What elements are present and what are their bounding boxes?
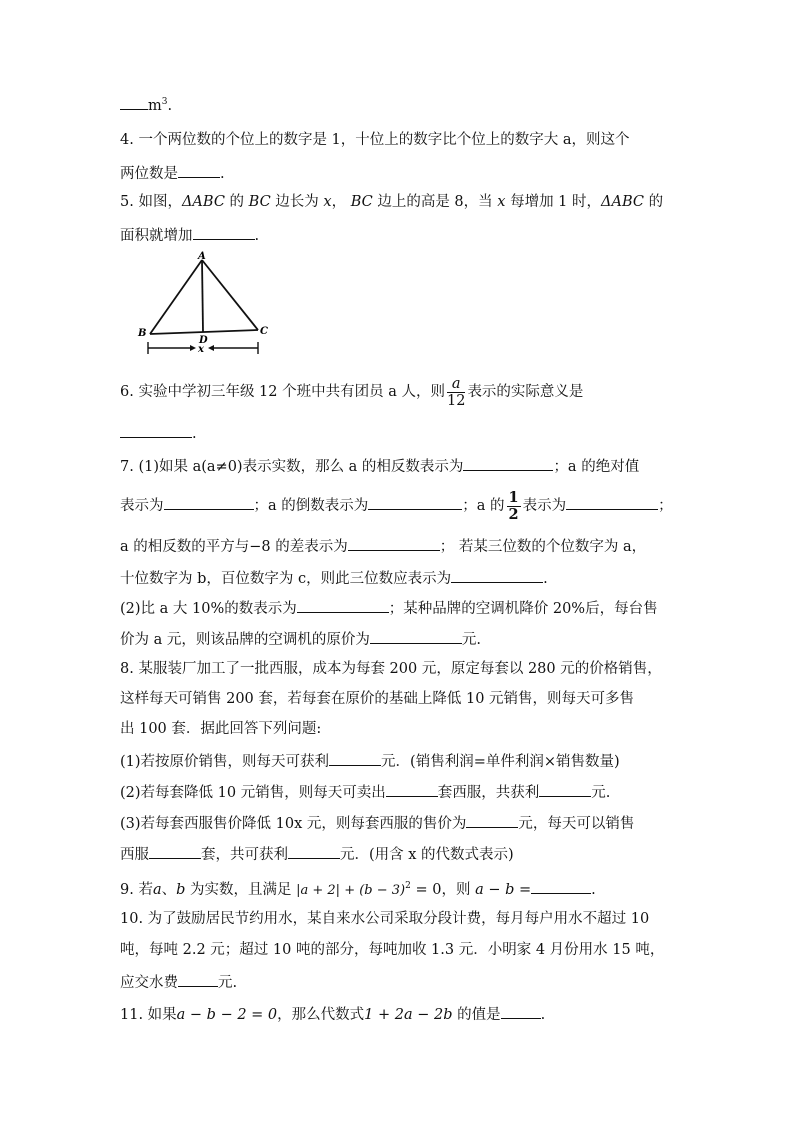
- label-c: C: [260, 326, 268, 337]
- answer-blank[interactable]: [368, 494, 462, 510]
- q6-line2: .: [120, 422, 197, 444]
- q8-line2: 这样每天可销售 200 套，若每套在原价的基础上降低 10 元销售，则每天可多售: [120, 691, 635, 707]
- q7-line3: a 的相反数的平方与−8 的差表示为 ； 若某三位数的个位数字为 a，: [120, 535, 646, 557]
- answer-blank[interactable]: [451, 567, 543, 583]
- answer-blank[interactable]: [463, 455, 553, 471]
- q8-line4: (1)若按原价销售，则每天可获利 元．(销售利润=单件利润×销售数量): [120, 750, 620, 772]
- triangle-figure: [130, 250, 280, 360]
- q7-line5: (2)比 a 大 10%的数表示为 ；某种品牌的空调机降价 20%后，每台售: [120, 597, 658, 619]
- answer-blank[interactable]: [531, 878, 591, 894]
- q8-line5: (2)若每套降低 10 元销售，则每天可卖出 套西服，共获利 元.: [120, 781, 610, 803]
- answer-blank[interactable]: [178, 971, 218, 987]
- answer-blank[interactable]: [164, 494, 254, 510]
- q8-line6: (3)若每套西服售价降低 10x 元，则每套西服的售价为 元，每天可以销售: [120, 812, 634, 834]
- q5-line1: 5. 如图，ΔABC 的 BC 边长为 x， BC 边上的高是 8，当 x 每增加 1 时，ΔABC 的: [120, 194, 664, 210]
- label-a: A: [198, 251, 206, 262]
- q7-line6: 价为 a 元，则该品牌的空调机的原价为 元.: [120, 628, 481, 650]
- answer-blank[interactable]: [288, 843, 340, 859]
- answer-blank[interactable]: [501, 1003, 541, 1019]
- fraction-a-12: $\frac{a}{12}$: [446, 375, 466, 409]
- q4-line2: 两位数是 .: [120, 162, 225, 184]
- q10-line3: 应交水费 元.: [120, 971, 237, 993]
- q3-tail: $m^3$.: [120, 92, 172, 116]
- answer-blank[interactable]: [178, 162, 220, 178]
- fraction-half: $\frac{1}{2}$: [508, 488, 519, 523]
- label-x: x: [198, 344, 204, 355]
- q11-line: 11. 如果a − b − 2 = 0，那么代数式1 + 2a − 2b 的值是 .: [120, 1003, 545, 1025]
- q7-line1: 7. (1)如果 a(a≠0)表示实数，那么 a 的相反数表示为 ；a 的绝对值: [120, 455, 639, 477]
- answer-blank[interactable]: [120, 422, 192, 438]
- q8-line7: 西服 套，共可获利 元．(用含 x 的代数式表示): [120, 843, 514, 865]
- q7-line2: 表示为 ；a 的倒数表示为 ；a 的 $\frac{1}{2}$ 表示为 ；: [120, 488, 673, 523]
- answer-blank[interactable]: [149, 843, 201, 859]
- answer-blank[interactable]: [348, 535, 440, 551]
- q8-line1: 8. 某服装厂加工了一批西服，成本为每套 200 元，原定每套以 280 元的价格销售，: [120, 661, 662, 677]
- answer-blank[interactable]: [370, 628, 462, 644]
- q8-line3: 出 100 套．据此回答下列问题:: [120, 721, 322, 737]
- label-b: B: [138, 328, 147, 339]
- label-d: D: [199, 335, 208, 346]
- answer-blank[interactable]: [386, 781, 438, 797]
- q10-line2: 吨，每吨 2.2 元；超过 10 吨的部分，每吨加收 1.3 元．小明家 4 月份用水 15 吨，: [120, 942, 665, 958]
- q9-line: 9. 若a、b 为实数，且满足 $|a + 2| + (b - 3)^2 = 0$，则 a − b = .: [120, 876, 596, 901]
- q7-line4: 十位数字为 b，百位数字为 c，则此三位数应表示为 .: [120, 567, 548, 589]
- answer-blank[interactable]: [539, 781, 591, 797]
- answer-blank[interactable]: [466, 812, 518, 828]
- answer-blank[interactable]: [297, 597, 389, 613]
- q6-line1: 6. 实验中学初三年级 12 个班中共有团员 a 人，则 $\frac{a}{12}$ 表示的实际意义是: [120, 375, 584, 409]
- answer-blank[interactable]: [193, 224, 255, 240]
- q4-line1: 4. 一个两位数的个位上的数字是 1，十位上的数字比个位上的数字大 a，则这个: [120, 132, 630, 148]
- q5-line2: 面积就增加 .: [120, 224, 259, 246]
- answer-blank[interactable]: [120, 94, 148, 110]
- answer-blank[interactable]: [329, 750, 381, 766]
- q10-line1: 10. 为了鼓励居民节约用水，某自来水公司采取分段计费，每月每户用水不超过 10: [120, 911, 650, 927]
- answer-blank[interactable]: [566, 494, 658, 510]
